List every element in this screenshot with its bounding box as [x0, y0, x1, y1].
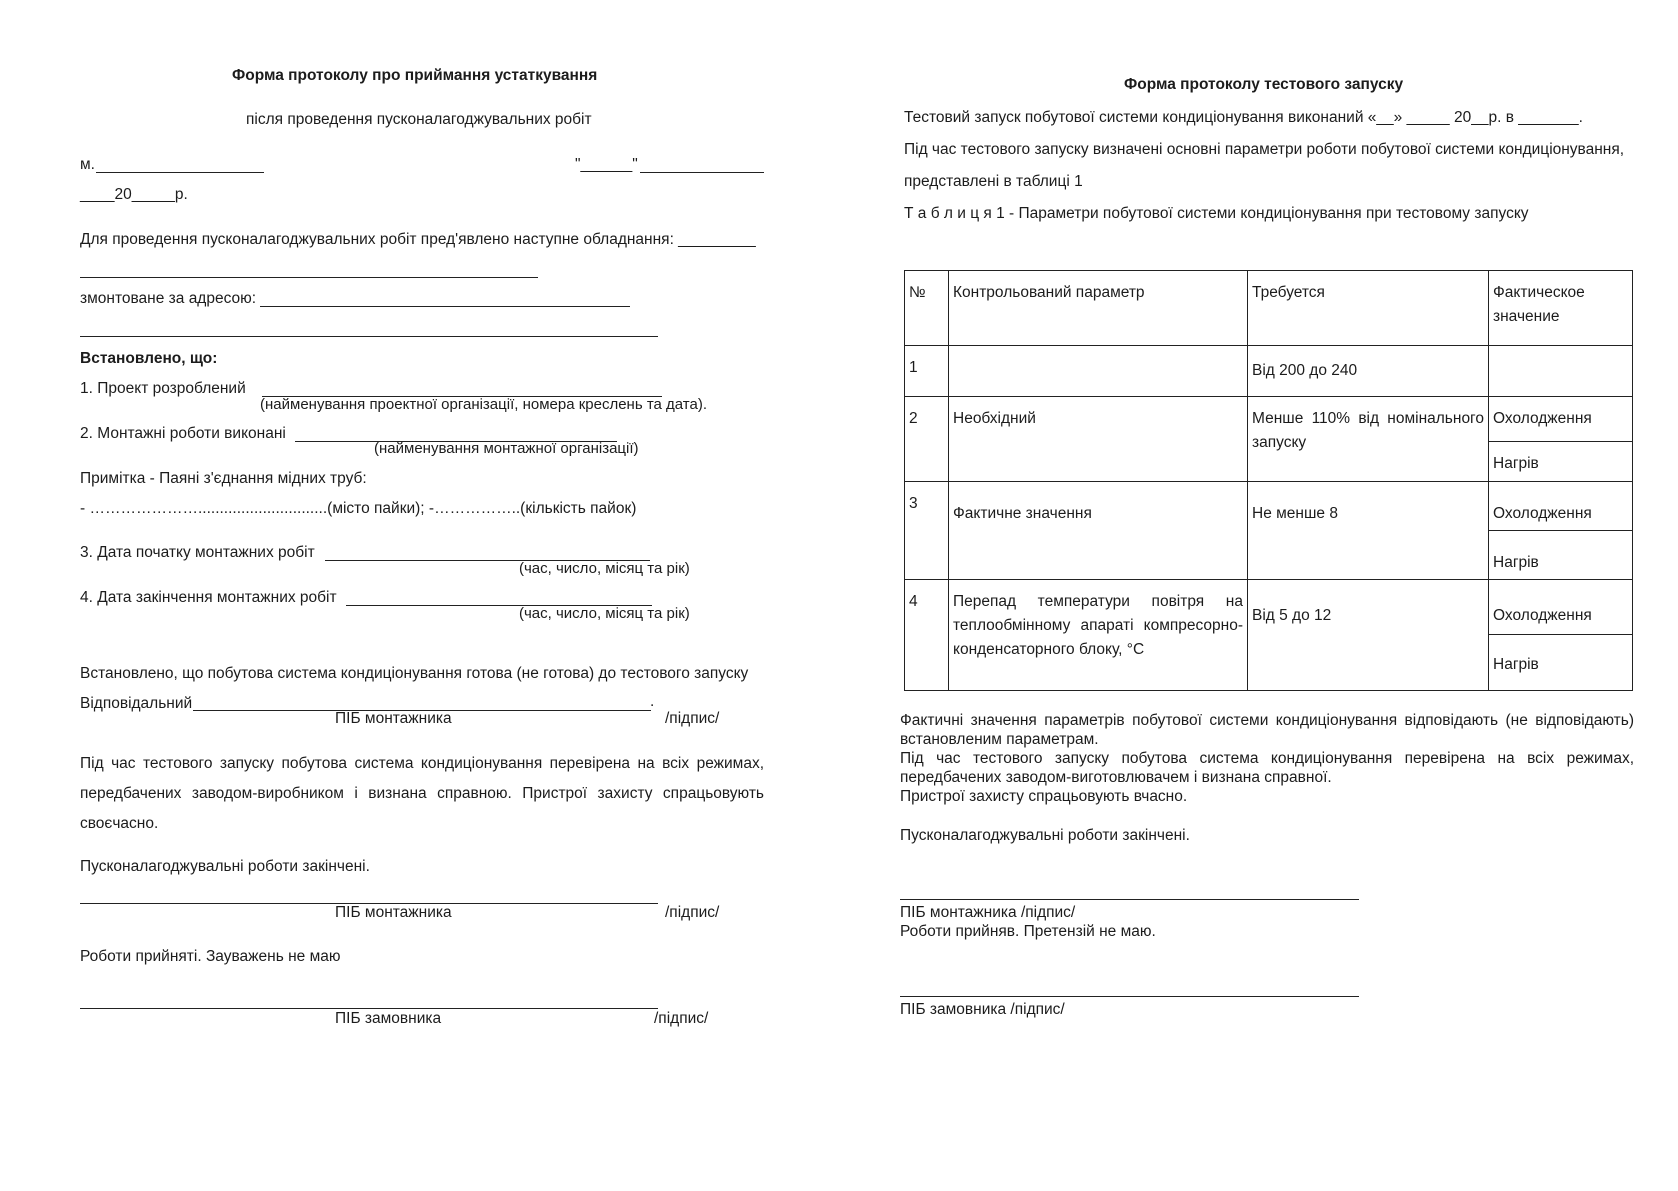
row2-required: Менше 110% від номінального запуску	[1248, 397, 1489, 482]
accepted-right: Роботи прийняв. Претензій не маю.	[900, 923, 1156, 940]
row1-required: Від 200 до 240	[1248, 346, 1489, 397]
row4-actual-heating[interactable]: Нагрів	[1489, 635, 1633, 691]
address-label: змонтоване за адресою:	[80, 290, 257, 307]
works-done-right: Пусконалагоджувальні роботи закінчені.	[900, 827, 1190, 844]
table-header-row	[905, 271, 1633, 346]
established-heading: Встановлено, що:	[80, 350, 218, 367]
conclusion-text: Фактичні значення параметрів побутової системи кондиціонування відповідають (не відповідають) встановленим параметрам.	[900, 712, 1634, 748]
equipment-line: Для проведення пусконалагоджувальних робіт пред'явлено наступне обладнання: _________	[80, 231, 756, 248]
accepted-text: Роботи прийняті. Зауважень не маю	[80, 948, 341, 965]
row3-actual-heating[interactable]: Нагрів	[1489, 531, 1633, 580]
parameters-table	[904, 270, 1633, 691]
date-quote: "______"	[575, 156, 638, 173]
table-caption: Т а б л и ц я 1 - Параметри побутової системи кондиціонування при тестовому запуску	[904, 205, 1529, 222]
params-intro-line-2: представлені в таблиці 1	[904, 173, 1083, 190]
table-row	[905, 397, 1633, 442]
left-form-subtitle: після проведення пусконалагоджувальних робіт	[246, 111, 592, 128]
responsible-label: Відповідальний	[80, 695, 193, 712]
signature-2: /підпис/	[665, 904, 720, 921]
row2-actual-cooling[interactable]: Охолодження	[1489, 397, 1633, 442]
installer-name-1: ПІБ монтажника	[335, 710, 452, 727]
customer-sign-right: ПІБ замовника /підпис/	[900, 1001, 1065, 1018]
test-paragraph: Під час тестового запуску побутова система кондиціонування перевірена на всіх режимах, передбачених заводом-виробником і визнана справною. Пристрої захисту спрацьовують своєчасно.	[80, 755, 764, 832]
row3-required: Не менше 8	[1248, 482, 1489, 580]
row3-param: Фактичне значення	[949, 482, 1248, 580]
row1-param[interactable]	[949, 346, 1248, 397]
header-required: Требуется	[1248, 271, 1489, 346]
row3-actual-cooling[interactable]: Охолодження	[1489, 482, 1633, 531]
left-form-page	[0, 0, 820, 1191]
item2-label: 2. Монтажні роботи виконані	[80, 425, 286, 442]
row2-param: Необхідний	[949, 397, 1248, 482]
left-form-title: Форма протоколу про приймання устаткування	[232, 67, 598, 84]
right-form-title: Форма протоколу тестового запуску	[1124, 76, 1404, 93]
row4-param: Перепад температури повітря на теплообмінному апараті компресорно-конденсаторного блоку, °С	[949, 580, 1248, 691]
protection-text: Пристрої захисту спрацьовують вчасно.	[900, 788, 1188, 805]
item4-label: 4. Дата закінчення монтажних робіт	[80, 589, 337, 606]
item4-hint: (час, число, місяц та рік)	[519, 605, 690, 622]
row4-required: Від 5 до 12	[1248, 580, 1489, 691]
row2-actual-heating[interactable]: Нагрів	[1489, 442, 1633, 482]
header-actual: Фактическое значение	[1489, 271, 1633, 346]
item1-hint: (найменування проектної організації, номера креслень та дата).	[260, 396, 708, 413]
year-line: ____20_____р.	[80, 186, 188, 203]
date-field-line[interactable]	[640, 172, 764, 173]
address-field-line[interactable]	[260, 306, 630, 307]
table-row	[905, 346, 1633, 397]
row4-num: 4	[905, 580, 949, 691]
table-row	[905, 580, 1633, 635]
item2-hint: (найменування монтажної організації)	[374, 440, 639, 457]
row2-num: 2	[905, 397, 949, 482]
header-num: №	[905, 271, 949, 346]
item1-label: 1. Проект розроблений	[80, 380, 246, 397]
installer-name-2: ПІБ монтажника	[335, 904, 452, 921]
params-intro-line: Під час тестового запуску визначені основні параметри роботи побутової системи кондиціонування,	[904, 141, 1625, 158]
item3-label: 3. Дата початку монтажних робіт	[80, 544, 315, 561]
table-row	[905, 482, 1633, 531]
responsible-dot: .	[650, 693, 655, 710]
row3-num: 3	[905, 482, 949, 580]
row4-actual-cooling[interactable]: Охолодження	[1489, 580, 1633, 635]
right-form-page	[840, 0, 1678, 1191]
row1-actual[interactable]	[1489, 346, 1633, 397]
customer-sign-line-right[interactable]	[900, 996, 1359, 997]
solder-note: Примітка - Паяні з'єднання мідних труб:	[80, 470, 367, 487]
test-text: Під час тестового запуску побутова система кондиціонування перевірена на всіх режимах, передбачених заводом-виготовлювачем і визнана справної.	[900, 750, 1634, 786]
test-date-line: Тестовий запуск побутової системи кондиціонування виконаний «__» _____ 20__р. в _______.	[904, 109, 1583, 126]
ready-text: Встановлено, що побутова система кондиціонування готова (не готова) до тестового запуску	[80, 665, 749, 682]
installer-sign-right: ПІБ монтажника /підпис/	[900, 904, 1076, 921]
city-field-line[interactable]	[96, 172, 264, 173]
signature-1: /підпис/	[665, 710, 720, 727]
installer-sign-line-right[interactable]	[900, 899, 1359, 900]
item3-hint: (час, число, місяц та рік)	[519, 560, 690, 577]
signature-3: /підпис/	[654, 1010, 709, 1027]
address-field-line-2[interactable]	[80, 336, 658, 337]
row1-num: 1	[905, 346, 949, 397]
solder-line: - …………………..............................(місто пайки); -……………..(кількість пайок)	[80, 500, 637, 517]
customer-name: ПІБ замовника	[335, 1010, 442, 1027]
equipment-field-line[interactable]	[80, 277, 538, 278]
header-param: Контрольований параметр	[949, 271, 1248, 346]
city-label: м.	[80, 156, 95, 173]
works-done: Пусконалагоджувальні роботи закінчені.	[80, 858, 370, 875]
